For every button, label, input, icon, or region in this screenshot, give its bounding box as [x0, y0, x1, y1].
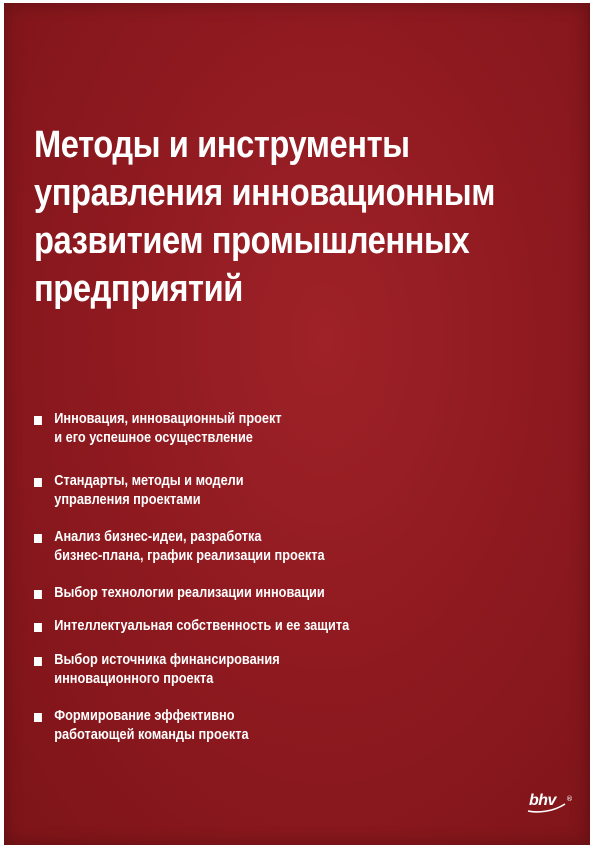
feature-text: Анализ бизнес-идеи, разработка — [54, 529, 262, 545]
bullet-square-icon — [34, 478, 42, 487]
feature-text: работающей команды проекта — [54, 727, 249, 743]
feature-item — [34, 472, 468, 510]
title-line: Методы и инструменты — [34, 124, 410, 166]
title-line: управления инновационным — [34, 172, 495, 214]
feature-text: бизнес-плана, график реализации проекта — [54, 548, 325, 564]
feature-item — [34, 707, 468, 745]
feature-text: и его успешное осуществление — [54, 430, 253, 446]
feature-text: Стандарты, методы и модели — [54, 473, 244, 489]
feature-item — [34, 410, 468, 448]
bullet-square-icon — [34, 623, 42, 632]
feature-text: Выбор источника финансирования — [54, 652, 280, 668]
title-line: развитием промышленных — [34, 220, 470, 262]
feature-item — [34, 528, 468, 566]
feature-text: Инновация, инновационный проект — [54, 411, 282, 427]
feature-text: Формирование эффективно — [54, 708, 235, 724]
bullet-square-icon — [34, 534, 42, 543]
publisher-logo-text: bhv — [529, 792, 556, 809]
feature-item — [34, 651, 468, 689]
book-cover — [4, 3, 590, 845]
book-title — [34, 121, 576, 313]
feature-text: Интеллектуальная собственность и ее защита — [54, 618, 350, 634]
title-line: предприятий — [34, 268, 243, 310]
feature-text: Выбор технологии реализации инновации — [54, 585, 325, 601]
registered-mark: ® — [566, 795, 573, 803]
bullet-square-icon — [34, 657, 42, 666]
feature-item — [34, 617, 468, 636]
publisher-logo — [525, 792, 575, 814]
bullet-square-icon — [34, 416, 42, 425]
feature-text: инновационного проекта — [54, 671, 214, 687]
bullet-square-icon — [34, 590, 42, 599]
feature-item — [34, 584, 468, 603]
bullet-square-icon — [34, 713, 42, 722]
feature-text: управления проектами — [54, 492, 201, 508]
